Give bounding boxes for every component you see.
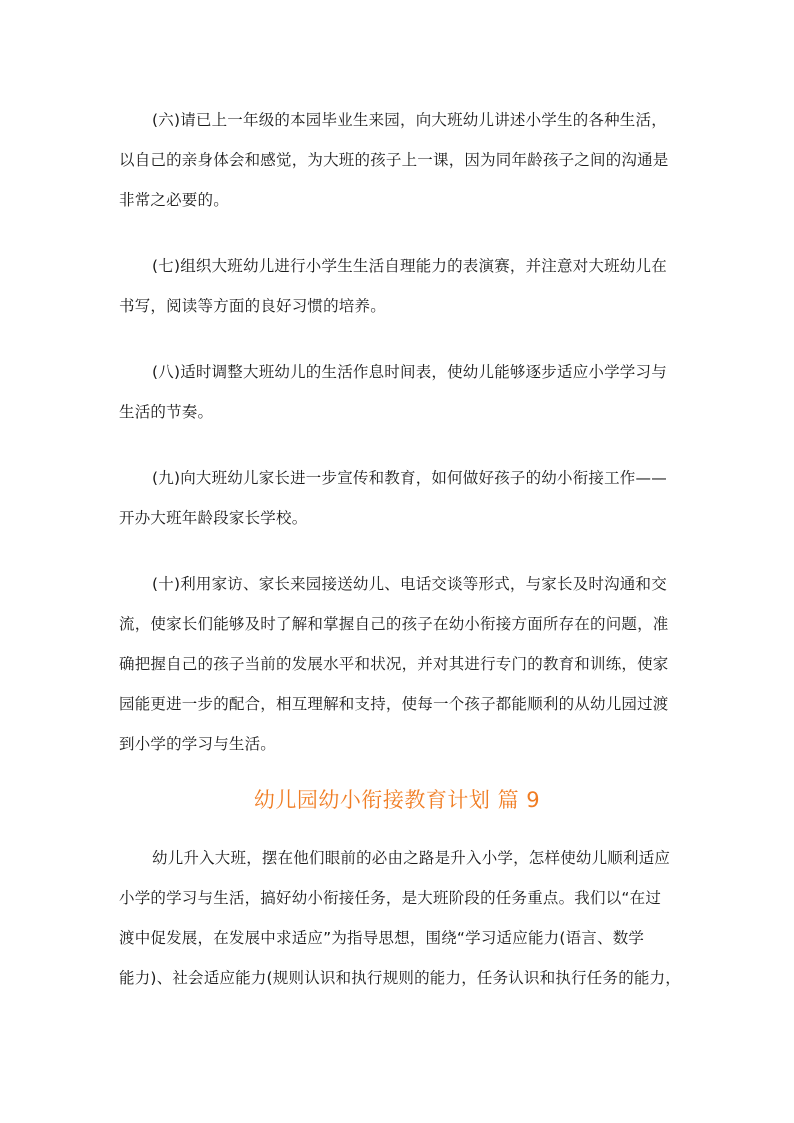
text-line: 确把握自己的孩子当前的发展水平和状况，并对其进行专门的教育和训练，使家 xyxy=(119,655,669,673)
text-line: (九)向大班幼儿家长进一步宣传和教育，如何做好孩子的幼小衔接工作—— xyxy=(152,469,667,487)
text-line: 小学的学习与生活，搞好幼小衔接任务，是大班阶段的任务重点。我们以“在过 xyxy=(119,889,662,907)
text-line: 到小学的学习与生活。 xyxy=(119,735,277,753)
paragraph-6 xyxy=(119,100,677,220)
paragraph-8 xyxy=(119,352,677,432)
paragraph-9 xyxy=(119,458,677,538)
text-line: (六)请已上一年级的本园毕业生来园，向大班幼儿讲述小学生的各种生活， xyxy=(152,111,667,129)
text-line: 园能更进一步的配合，相互理解和支持，使每一个孩子都能顺利的从幼儿园过渡 xyxy=(119,695,669,713)
text-line: (八)适时调整大班幼儿的生活作息时间表，使幼儿能够逐步适应小学学习与 xyxy=(152,363,667,381)
text-line: 能力)、社会适应能力(规则认识和执行规则的能力，任务认识和执行任务的能力， xyxy=(119,969,681,987)
section-body xyxy=(119,838,681,998)
text-line: (七)组织大班幼儿进行小学生生活自理能力的表演赛，并注意对大班幼儿在 xyxy=(152,257,667,275)
text-line: 渡中促发展，在发展中求适应”为指导思想，围绕“学习适应能力(语言、数学 xyxy=(119,929,645,947)
section-paragraph xyxy=(119,838,681,998)
section-heading: 幼儿园幼小衔接教育计划 篇 9 xyxy=(253,788,541,812)
text-line: 书写，阅读等方面的良好习惯的培养。 xyxy=(119,297,386,315)
text-line: 生活的节奏。 xyxy=(119,403,214,421)
text-line: 流，使家长们能够及时了解和掌握自己的孩子在幼小衔接方面所存在的问题，准 xyxy=(119,615,669,633)
text-line: 幼儿升入大班，摆在他们眼前的必由之路是升入小学，怎样使幼儿顺利适应 xyxy=(152,849,671,867)
text-line: 开办大班年龄段家长学校。 xyxy=(119,509,308,527)
paragraph-7 xyxy=(119,246,677,326)
text-line: 以自己的亲身体会和感觉，为大班的孩子上一课，因为同年龄孩子之间的沟通是 xyxy=(119,151,669,169)
text-line: (十)利用家访、家长来园接送幼儿、电话交谈等形式，与家长及时沟通和交 xyxy=(152,575,667,593)
text-line: 非常之必要的。 xyxy=(119,191,229,209)
paragraph-10 xyxy=(119,564,677,764)
body-text xyxy=(119,100,677,764)
